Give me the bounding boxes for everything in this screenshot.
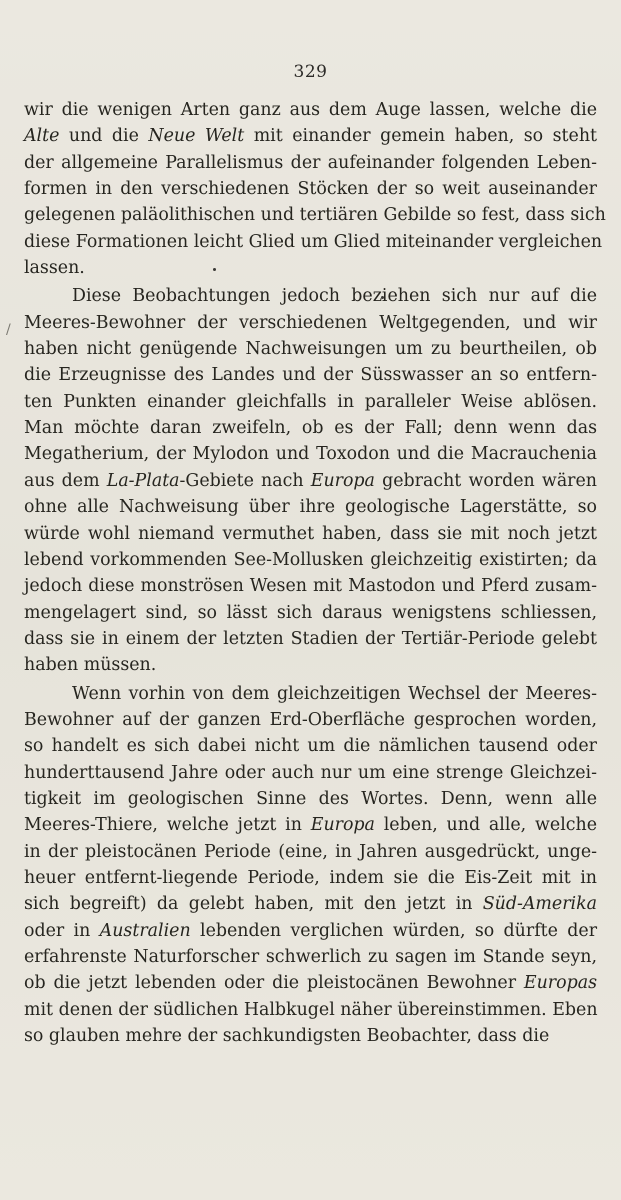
text-line bbox=[24, 255, 597, 281]
text-segment: Wenn vorhin von dem gleichzeitigen Wechsel der Meeres- bbox=[72, 683, 597, 704]
text-segment: ten Punkten einander gleichfalls in paralleler Weise ablösen. bbox=[24, 391, 597, 412]
text-segment: haben müssen. bbox=[24, 655, 157, 676]
text-segment: mit denen der südlichen Halbkugel näher übereinstimmen. Eben bbox=[24, 999, 598, 1020]
text-line bbox=[24, 600, 597, 626]
text-segment: in der pleistocänen Periode (eine, in Jahren ausgedrückt, unge- bbox=[24, 841, 597, 862]
emphasized-text: Europas bbox=[523, 973, 597, 994]
paragraph bbox=[24, 97, 606, 281]
text-segment: Meeres-Thiere, welche jetzt in bbox=[24, 815, 311, 836]
text-line bbox=[24, 310, 597, 336]
text-segment: diese Formationen leicht Glied um Glied miteinander vergleichen bbox=[24, 231, 603, 252]
text-line bbox=[24, 468, 597, 494]
text-line bbox=[24, 150, 597, 176]
text-segment: formen in den verschiedenen Stöcken der so weit auseinander bbox=[24, 179, 597, 200]
text-segment: mengelagert sind, so lässt sich daraus wenigstens schliessen, bbox=[24, 602, 597, 623]
text-line bbox=[24, 786, 597, 812]
text-segment: jedoch diese monströsen Wesen mit Mastodon und Pferd zusam- bbox=[24, 576, 597, 597]
text-segment: und die bbox=[59, 126, 149, 147]
text-segment: gebracht worden wären bbox=[374, 470, 597, 491]
text-line bbox=[24, 229, 603, 255]
text-line bbox=[24, 970, 597, 996]
text-segment: Bewohner auf der ganzen Erd-Oberfläche gesprochen worden, bbox=[24, 709, 597, 730]
emphasized-text: Süd-Amerika bbox=[482, 894, 597, 915]
text-line bbox=[24, 362, 597, 388]
text-segment: Megatherium, der Mylodon und Toxodon und die Macrauchenia bbox=[24, 444, 597, 465]
text-line bbox=[24, 521, 597, 547]
text-segment: die Erzeugnisse des Landes und der Süsswasser an so entfern- bbox=[24, 365, 597, 386]
page-number: 329 bbox=[293, 62, 328, 82]
text-line bbox=[24, 1023, 597, 1049]
text-line bbox=[24, 336, 597, 362]
text-segment: würde wohl niemand vermuthet haben, dass sie mit noch jetzt bbox=[24, 523, 597, 544]
text-segment: lebend vorkommenden See-Mollusken gleichzeitig existirten; da bbox=[24, 549, 597, 570]
text-segment: dass sie in einem der letzten Stadien der Tertiär-Periode gelebt bbox=[24, 628, 597, 649]
text-segment: ohne alle Nachweisung über ihre geologische Lagerstätte, so bbox=[24, 497, 597, 518]
emphasized-text: La-Plata bbox=[106, 470, 180, 491]
text-line bbox=[24, 652, 597, 678]
text-line bbox=[24, 494, 597, 520]
text-line bbox=[24, 707, 597, 733]
text-line bbox=[24, 176, 597, 202]
text-segment: oder in bbox=[24, 920, 100, 941]
text-line bbox=[24, 918, 597, 944]
text-segment: mit einander gemein haben, so steht bbox=[244, 126, 598, 147]
text-segment: lebenden verglichen würden, so dürfte der bbox=[190, 920, 598, 941]
text-segment: erfahrenste Naturforscher schwerlich zu sagen im Stande seyn, bbox=[24, 947, 597, 967]
text-line bbox=[24, 891, 597, 917]
text-line bbox=[24, 547, 597, 573]
margin-mark: / bbox=[6, 322, 11, 338]
text-line bbox=[24, 944, 597, 970]
paragraph bbox=[24, 283, 597, 678]
text-segment: tigkeit im geologischen Sinne des Wortes. Denn, wenn alle bbox=[24, 788, 597, 809]
text-segment: gelegenen paläolithischen und tertiären Gebilde so fest, dass sich bbox=[24, 205, 606, 226]
text-line bbox=[24, 681, 597, 707]
text-line bbox=[24, 760, 597, 786]
text-segment: heuer entfernt-liegende Periode, indem sie die Eis-Zeit mit in bbox=[24, 867, 597, 888]
text-line bbox=[24, 441, 597, 467]
emphasized-text: Europa bbox=[310, 470, 375, 491]
body-text bbox=[24, 97, 606, 1049]
text-line bbox=[24, 202, 606, 228]
text-segment: Man möchte daran zweifeln, ob es der Fall; denn wenn das bbox=[24, 418, 597, 439]
text-segment: Diese Beobachtungen jedoch beziehen sich nur auf die bbox=[72, 286, 597, 307]
emphasized-text: Australien bbox=[99, 920, 191, 941]
text-segment: ob die jetzt lebenden oder die pleistocänen Bewohner bbox=[24, 973, 524, 994]
text-line bbox=[24, 283, 597, 309]
text-line bbox=[24, 839, 597, 865]
text-segment: lassen. bbox=[24, 258, 85, 279]
emphasized-text: Alte bbox=[24, 126, 60, 147]
text-line bbox=[24, 573, 597, 599]
text-line bbox=[24, 997, 597, 1023]
text-segment: leben, und alle, welche bbox=[374, 815, 597, 836]
text-segment: so handelt es sich dabei nicht um die nämlichen tausend oder bbox=[24, 736, 597, 757]
text-segment: aus dem bbox=[24, 470, 107, 491]
text-line bbox=[24, 812, 597, 838]
text-line bbox=[24, 626, 597, 652]
text-segment: Meeres-Bewohner der verschiedenen Weltgegenden, und wir bbox=[24, 312, 597, 333]
text-line bbox=[24, 389, 597, 415]
text-line bbox=[24, 123, 597, 149]
text-segment: -Gebiete nach bbox=[179, 470, 311, 491]
text-segment: sich begreift) da gelebt haben, mit den jetzt in bbox=[24, 894, 483, 915]
text-segment: haben nicht genügende Nachweisungen um zu beurtheilen, ob bbox=[24, 339, 597, 360]
paragraph bbox=[24, 681, 597, 1050]
text-segment: wir die wenigen Arten ganz aus dem Auge lassen, welche die bbox=[24, 100, 597, 120]
text-segment: hunderttausend Jahre oder auch nur um eine strenge Gleichzei- bbox=[24, 762, 597, 783]
text-line bbox=[24, 865, 597, 891]
text-line bbox=[24, 733, 597, 759]
text-line bbox=[24, 97, 597, 123]
text-segment: der allgemeine Parallelismus der aufeinander folgenden Leben- bbox=[24, 152, 597, 173]
emphasized-text: Neue Welt bbox=[148, 126, 245, 147]
emphasized-text: Europa bbox=[310, 815, 375, 836]
text-line bbox=[24, 415, 597, 441]
text-segment: so glauben mehre der sachkundigsten Beobachter, dass die bbox=[24, 1026, 550, 1047]
